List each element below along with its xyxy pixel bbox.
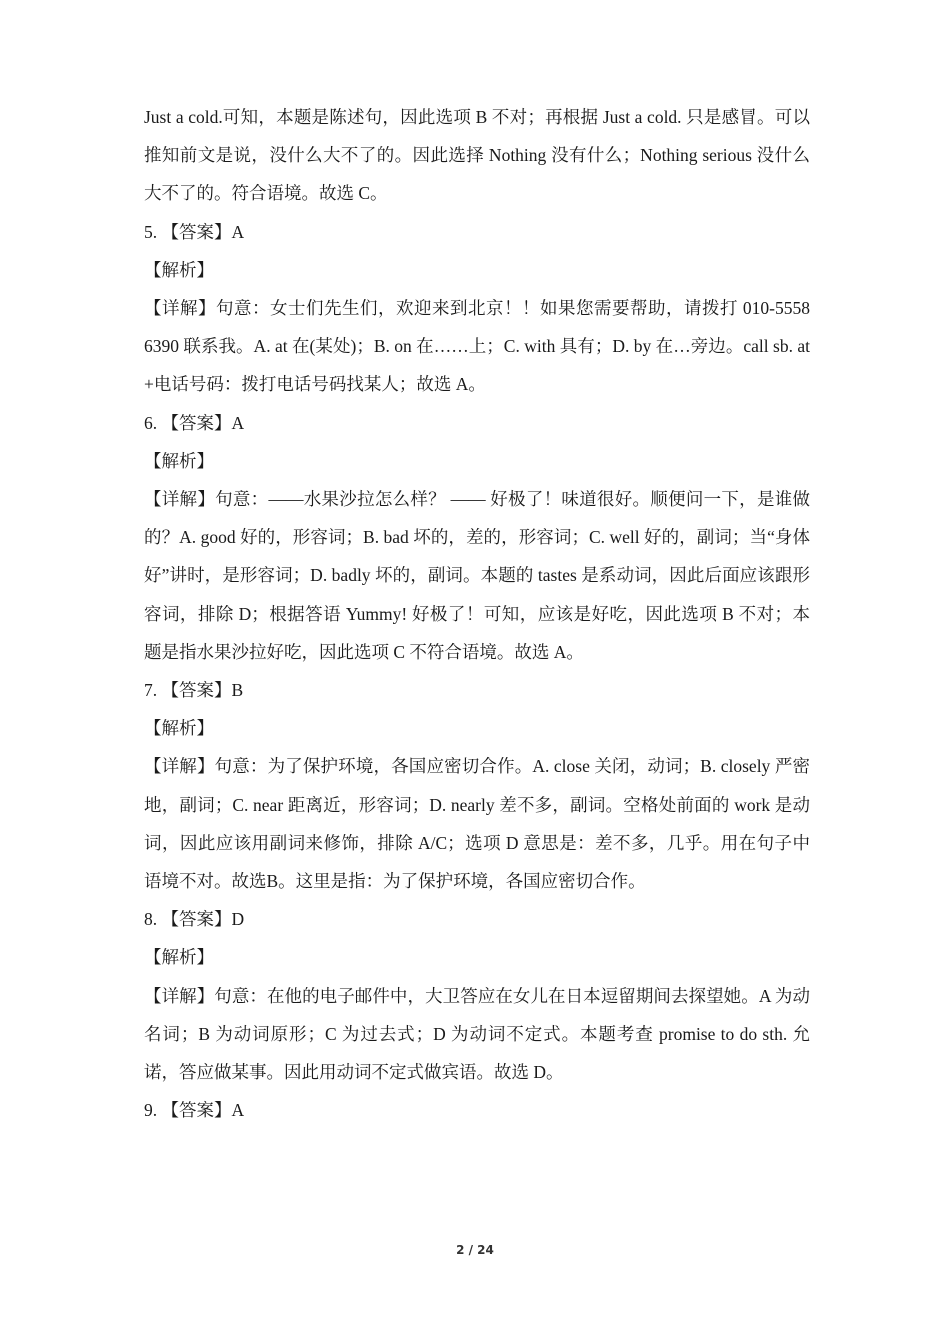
analysis-heading: 【解析】 <box>144 947 214 968</box>
paragraph: 【详解】句意：女士们先生们，欢迎来到北京！！如果您需要帮助，请拨打 010-5558 6390 联系我。A. at 在(某处)；B. on 在……上；C. with 具有；D. by 在…旁边。call sb. at +电话号码：拨打电话号码找某人；故选 A。 <box>144 298 810 395</box>
paragraph: 【详解】句意：在他的电子邮件中，大卫答应在女儿在日本逗留期间去探望她。A 为动名词；B 为动词原形；C 为过去式；D 为动词不定式。本题考查 promise to do sth. 允诺，答应做某事。因此用动词不定式做宾语。故选 D。 <box>144 985 810 1083</box>
paragraph: Just a cold.可知，本题是陈述句，因此选项 B 不对；再根据 Just a cold. 只是感冒。可以推知前文是说，没什么大不了的。因此选择 Nothing 没有什么；Nothing serious 没什么大不了的。符合语境。故选 C。 <box>144 107 810 204</box>
answer-line: 5. 【答案】A <box>144 221 245 242</box>
analysis-heading: 【解析】 <box>144 259 214 280</box>
page-number: 2 / 24 <box>456 1243 494 1257</box>
answer-line: 7. 【答案】B <box>144 680 244 701</box>
analysis-heading: 【解析】 <box>144 718 214 739</box>
analysis-heading: 【解析】 <box>144 450 214 471</box>
paragraph: 【详解】句意：——水果沙拉怎么样？ —— 好极了！味道很好。顺便问一下，是谁做的？A. good 好的，形容词；B. bad 坏的，差的，形容词；C. well 好的，副词；当“身体好”讲时，是形容词；D. badly 坏的，副词。本题的 tastes 是系动词，因此后面应该跟形容词，排除 D；根据答语 Yummy! 好极了！可知，应该是好吃，因此选项 B 不对；本题是指水果沙拉好吃，因此选项 C 不符合语境。故选 A。 <box>144 489 810 662</box>
answer-line: 9. 【答案】A <box>144 1100 245 1121</box>
document-body <box>144 98 810 1129</box>
answer-line: 6. 【答案】A <box>144 412 245 433</box>
answer-line: 8. 【答案】D <box>144 909 245 930</box>
paragraph: 【详解】句意：为了保护环境，各国应密切合作。A. close 关闭，动词；B. closely 严密地，副词；C. near 距离近，形容词；D. nearly 差不多，副词。空格处前面的 work 是动词，因此应该用副词来修饰，排除 A/C；选项 D 意思是：差不多，几乎。用在句子中语境不对。故选B。这里是指：为了保护环境，各国应密切合作。 <box>144 756 810 892</box>
